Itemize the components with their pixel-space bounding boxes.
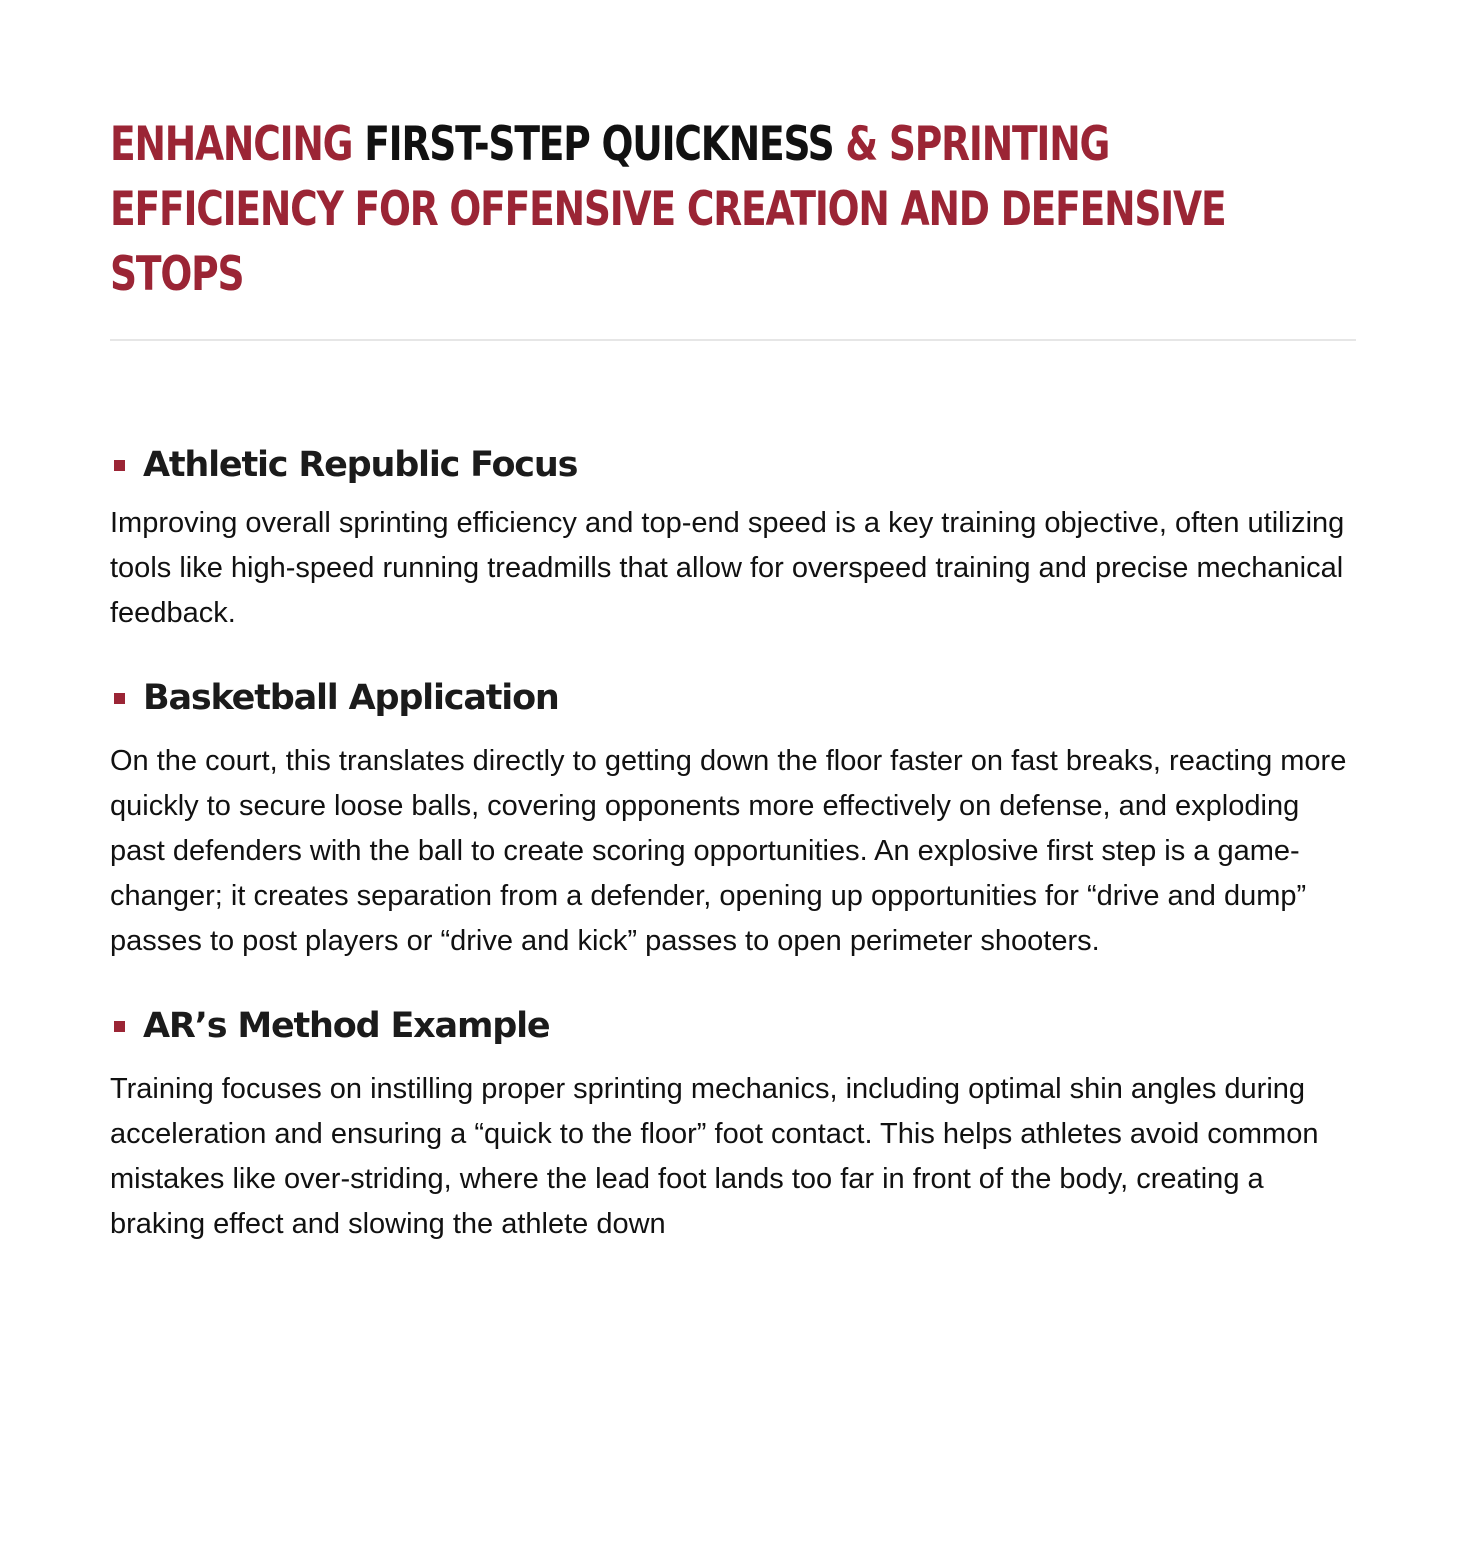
page-content bbox=[110, 112, 1356, 1247]
section-title: Basketball Application bbox=[143, 678, 559, 718]
title-divider bbox=[110, 339, 1356, 341]
section-basketball-application bbox=[110, 676, 1356, 964]
section-ar-method-example bbox=[110, 1004, 1356, 1247]
page-title bbox=[110, 112, 1342, 307]
square-bullet-icon bbox=[114, 1021, 125, 1032]
square-bullet-icon bbox=[114, 460, 125, 471]
section-title: AR’s Method Example bbox=[143, 1006, 550, 1046]
title-part-accent-1: ENHANCING bbox=[110, 117, 365, 172]
section-body: On the court, this translates directly to getting down the floor faster on fast breaks, reacting more quickly to secure loose balls, covering opponents more effectively on defense, and exploding past defenders with the ball to create scoring opportunities. An explosive first step is a game-changer; it creates separation from a defender, opening up opportunities for “drive and dump” passes to post players or “drive and kick” passes to open perimeter shooters. bbox=[110, 745, 1347, 957]
section-heading bbox=[110, 676, 1356, 720]
section-athletic-republic-focus bbox=[110, 443, 1356, 636]
title-part-highlight: FIRST-STEP QUICKNESS bbox=[364, 117, 834, 172]
section-heading bbox=[110, 1004, 1356, 1048]
section-body: Training focuses on instilling proper sprinting mechanics, including optimal shin angles during acceleration and ensuring a “quick to the floor” foot contact. This helps athletes avoid common mistakes like over-striding, where the lead foot lands too far in front of the body, creating a braking effect and slowing the athlete down bbox=[110, 1073, 1319, 1240]
title-part-accent-2: & SPRINTING EFFICIENCY FOR OFFENSIVE CREATION AND DEFENSIVE STOPS bbox=[110, 117, 1226, 302]
section-body: Improving overall sprinting efficiency and top-end speed is a key training objective, often utilizing tools like high-speed running treadmills that allow for overspeed training and precise mechanical feedback. bbox=[110, 507, 1345, 629]
section-heading bbox=[110, 443, 1356, 487]
section-title: Athletic Republic Focus bbox=[143, 445, 578, 485]
square-bullet-icon bbox=[114, 693, 125, 704]
